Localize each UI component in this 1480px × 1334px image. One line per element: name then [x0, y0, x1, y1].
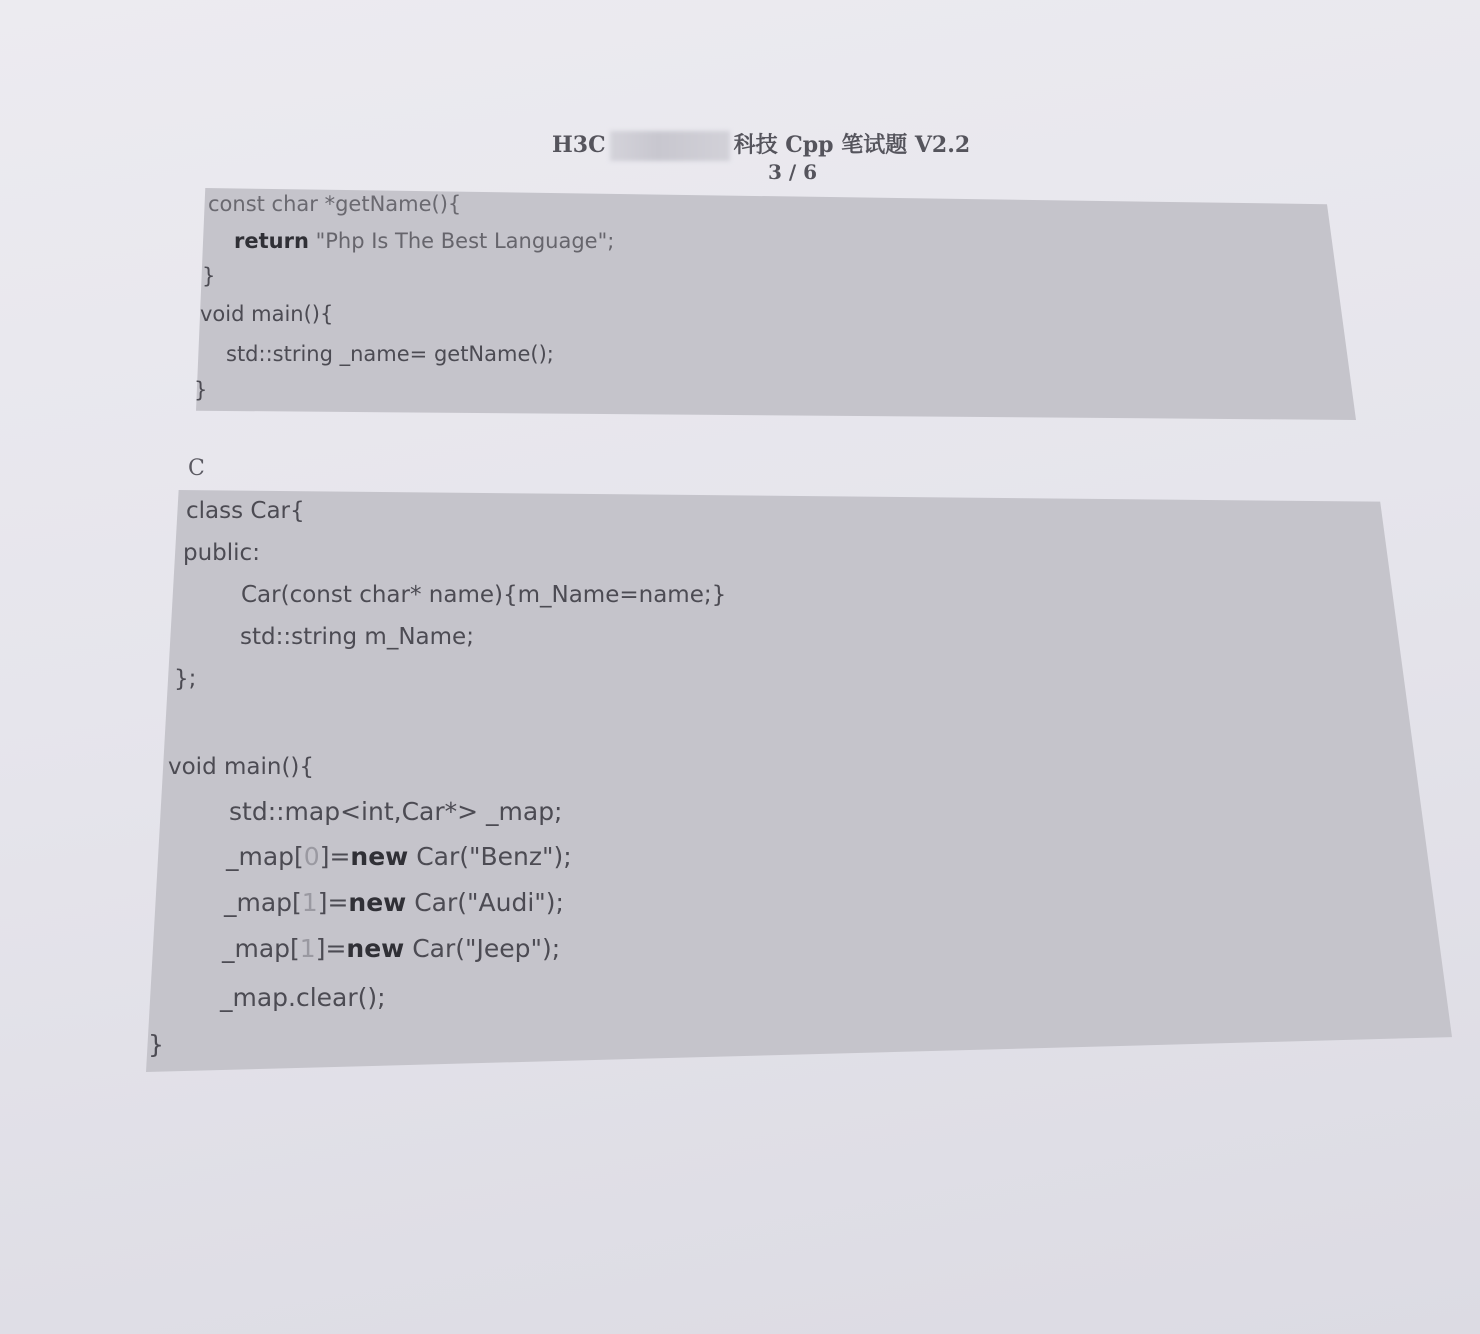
- code-line: std::string m_Name;: [240, 624, 474, 650]
- code-line: void main(){: [200, 302, 334, 326]
- code-line: _map.clear();: [220, 983, 386, 1012]
- redacted-company-name: [610, 131, 730, 161]
- code-line: return "Php Is The Best Language";: [234, 229, 615, 253]
- code-line: _map[0]=new Car("Benz");: [226, 842, 572, 871]
- code-line: };: [174, 666, 197, 692]
- code-line: }: [148, 1030, 164, 1059]
- code-line: }: [194, 378, 208, 402]
- header-company-prefix: H3C: [552, 132, 606, 158]
- page-header: [552, 128, 970, 161]
- page-number: 3 / 6: [768, 160, 818, 184]
- code-line: std::map<int,Car*> _map;: [229, 797, 563, 826]
- code-line: std::string _name= getName();: [226, 342, 554, 366]
- code-line: }: [202, 264, 216, 288]
- code-line: public:: [183, 540, 260, 566]
- code-line: void main(){: [168, 754, 315, 780]
- code-line: _map[1]=new Car("Jeep");: [222, 934, 561, 963]
- code-block-b-background: [196, 188, 1356, 420]
- code-line: _map[1]=new Car("Audi");: [224, 888, 564, 917]
- code-line: class Car{: [186, 498, 305, 524]
- header-title: 科技 Cpp 笔试题 V2.2: [733, 132, 971, 158]
- option-c-label: C: [188, 456, 205, 481]
- code-line: Car(const char* name){m_Name=name;}: [241, 582, 727, 608]
- code-line: const char *getName(){: [208, 192, 462, 216]
